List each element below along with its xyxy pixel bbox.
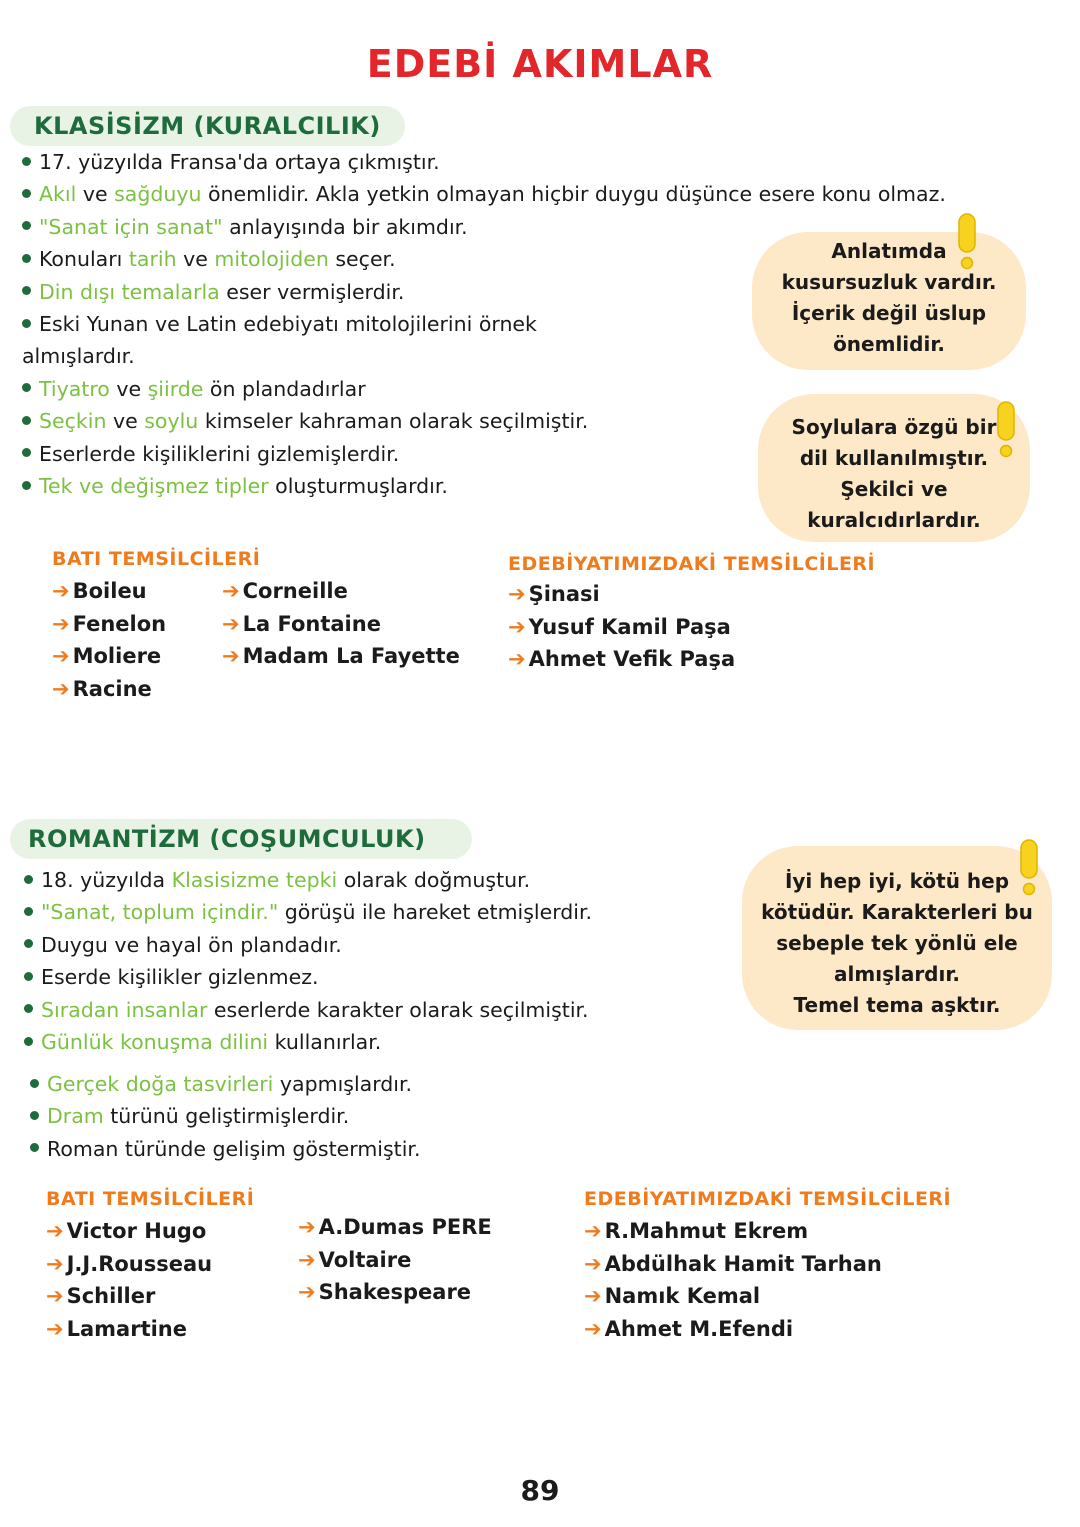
bullet-icon — [30, 1111, 39, 1120]
list-item: Akıl ve sağduyu önemlidir. Akla yetkin olmayan hiçbir duygu düşünce esere konu olmaz. — [22, 178, 946, 210]
west-representatives-heading: BATI TEMSİLCİLERİ — [46, 1188, 255, 1210]
arrow-right-icon: ➔ — [52, 579, 70, 603]
list-item: Tek ve değişmez tipler oluşturmuşlardır. — [22, 470, 946, 502]
bullet-icon — [24, 875, 33, 884]
note-bubble-language: Soylulara özgü bir dil kullanılmıştır. Şekilci ve kuralcıdırlardır. — [758, 394, 1030, 542]
list-item: Sıradan insanlar eserlerde karakter olarak seçilmiştir. — [24, 994, 592, 1026]
west-representatives-col1 — [52, 575, 166, 705]
list-item: Eserde kişilikler gizlenmez. — [24, 961, 592, 993]
arrow-right-icon: ➔ — [584, 1316, 602, 1341]
bullet-icon — [24, 1037, 33, 1046]
exclamation-icon — [995, 400, 1017, 458]
list-item: Seçkin ve soylu kimseler kahraman olarak seçilmiştir. — [22, 405, 946, 437]
west-representatives-col1 — [46, 1215, 212, 1345]
list-item: Eski Yunan ve Latin edebiyatı mitolojilerini örnek — [22, 308, 946, 340]
list-item: Din dışı temalarla eser vermişlerdir. — [22, 276, 946, 308]
page-title: EDEBİ AKIMLAR — [366, 42, 714, 86]
bullet-icon — [24, 972, 33, 981]
exclamation-icon — [1018, 838, 1040, 896]
arrow-right-icon: ➔ — [222, 579, 240, 603]
arrow-right-icon: ➔ — [584, 1284, 602, 1308]
list-item: 17. yüzyılda Fransa'da ortaya çıkmıştır. — [22, 146, 946, 178]
arrow-right-icon: ➔ — [298, 1280, 316, 1304]
list-item: ➔ Moliere — [52, 644, 162, 668]
list-item: ➔ Namık Kemal — [584, 1284, 761, 1308]
list-item-continuation: almışlardır. — [22, 344, 135, 369]
arrow-right-icon: ➔ — [52, 611, 70, 636]
arrow-right-icon: ➔ — [46, 1284, 64, 1308]
list-item: ➔ Madam La Fayette — [222, 644, 460, 668]
arrow-right-icon: ➔ — [46, 1316, 64, 1341]
list-item: ➔ J.J.Rousseau — [46, 1251, 213, 1276]
exclamation-icon — [956, 212, 978, 270]
arrow-right-icon: ➔ — [508, 647, 526, 671]
bullet-icon — [22, 189, 31, 198]
section-heading-romantizm: ROMANTİZM (COŞUMCULUK) — [10, 819, 472, 859]
arrow-right-icon: ➔ — [222, 611, 240, 636]
arrow-right-icon: ➔ — [508, 582, 526, 606]
arrow-right-icon: ➔ — [52, 644, 70, 668]
list-item: ➔ Boileu — [52, 579, 147, 603]
bullet-icon — [24, 939, 33, 948]
romantizm-bullet-list — [24, 864, 592, 1058]
bullet-icon — [22, 448, 31, 457]
arrow-right-icon: ➔ — [298, 1215, 316, 1239]
list-item: Gerçek doğa tasvirleri yapmışlardır. — [30, 1068, 420, 1100]
bullet-icon — [22, 416, 31, 425]
local-representatives-heading: EDEBİYATIMIZDAKİ TEMSİLCİLERİ — [508, 553, 876, 575]
bullet-icon — [22, 157, 31, 166]
list-item: ➔ Corneille — [222, 579, 348, 603]
arrow-right-icon: ➔ — [46, 1219, 64, 1243]
list-item: ➔ Ahmet M.Efendi — [584, 1316, 794, 1341]
list-item: Konuları tarih ve mitolojiden seçer. — [22, 243, 946, 275]
list-item: Roman türünde gelişim göstermiştir. — [30, 1133, 420, 1165]
arrow-right-icon: ➔ — [46, 1251, 64, 1276]
list-item: ➔ Victor Hugo — [46, 1219, 207, 1243]
arrow-right-icon: ➔ — [508, 614, 526, 639]
west-representatives-heading: BATI TEMSİLCİLERİ — [52, 548, 261, 570]
list-item: ➔ Schiller — [46, 1284, 156, 1308]
list-item: ➔ Ahmet Vefik Paşa — [508, 647, 736, 671]
list-item: ➔ Voltaire — [298, 1247, 412, 1272]
bullet-icon — [22, 481, 31, 490]
list-item: ➔ Racine — [52, 676, 152, 701]
romantizm-bullet-list-2 — [30, 1068, 420, 1165]
local-representatives-heading: EDEBİYATIMIZDAKİ TEMSİLCİLERİ — [584, 1188, 952, 1210]
list-item: "Sanat, toplum içindir." görüşü ile hareket etmişlerdir. — [24, 896, 592, 928]
list-item: ➔ La Fontaine — [222, 611, 381, 636]
bullet-icon — [24, 1004, 33, 1013]
west-representatives-col2 — [298, 1211, 492, 1309]
list-item: ➔ Şinasi — [508, 582, 600, 606]
arrow-right-icon: ➔ — [298, 1247, 316, 1272]
arrow-right-icon: ➔ — [52, 676, 70, 701]
west-representatives-col2 — [222, 575, 460, 673]
section-heading-klasisizm: KLASİSİZM (KURALCILIK) — [10, 106, 405, 146]
page-number: 89 — [520, 1474, 560, 1507]
local-representatives-list — [508, 578, 735, 676]
list-item: Tiyatro ve şiirde ön plandadırlar — [22, 373, 946, 405]
list-item: Günlük konuşma dilini kullanırlar. — [24, 1026, 592, 1058]
note-bubble-style: Anlatımda kusursuzluk vardır. İçerik değil üslup önemlidir. — [752, 232, 1026, 370]
list-item: "Sanat için sanat" anlayışında bir akımdır. — [22, 211, 946, 243]
arrow-right-icon: ➔ — [584, 1219, 602, 1243]
bullet-icon — [22, 221, 31, 230]
list-item: 18. yüzyılda Klasisizme tepki olarak doğmuştur. — [24, 864, 592, 896]
list-item: ➔ Fenelon — [52, 611, 167, 636]
list-item: ➔ Lamartine — [46, 1316, 188, 1341]
list-item: Duygu ve hayal ön plandadır. — [24, 929, 592, 961]
arrow-right-icon: ➔ — [222, 644, 240, 668]
list-item: Eserlerde kişiliklerini gizlemişlerdir. — [22, 438, 946, 470]
arrow-right-icon: ➔ — [584, 1251, 602, 1276]
list-item: ➔ Abdülhak Hamit Tarhan — [584, 1251, 882, 1276]
note-bubble-characters: İyi hep iyi, kötü hep kötüdür. Karakterleri bu sebeple tek yönlü ele almışlardır. Temel tema aşktır. — [742, 846, 1052, 1030]
bullet-icon — [24, 907, 33, 916]
list-item: ➔ R.Mahmut Ekrem — [584, 1219, 809, 1243]
bullet-icon — [30, 1143, 39, 1152]
bullet-icon — [22, 254, 31, 263]
list-item: ➔ A.Dumas PERE — [298, 1215, 492, 1239]
list-item: Dram türünü geliştirmişlerdir. — [30, 1100, 420, 1132]
list-item: ➔ Yusuf Kamil Paşa — [508, 614, 731, 639]
list-item: ➔ Shakespeare — [298, 1280, 472, 1304]
bullet-icon — [22, 319, 31, 328]
bullet-icon — [22, 286, 31, 295]
bullet-icon — [22, 383, 31, 392]
bullet-icon — [30, 1079, 39, 1088]
local-representatives-list — [584, 1215, 882, 1345]
